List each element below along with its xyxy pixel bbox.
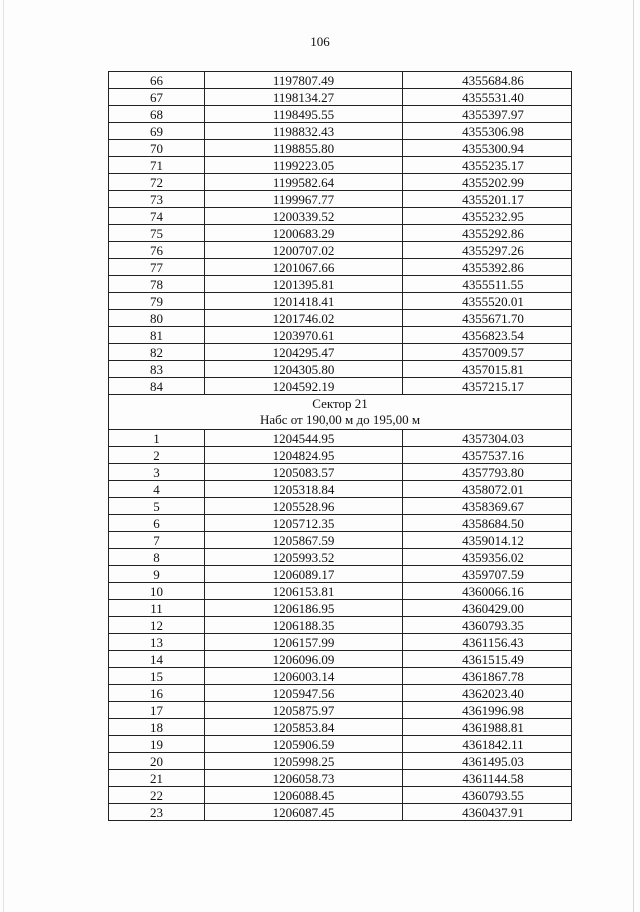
y-coordinate-cell: 4357304.03 [403, 430, 572, 447]
y-coordinate-cell: 4357009.57 [403, 344, 572, 361]
x-coordinate-cell: 1205947.56 [205, 685, 403, 702]
x-coordinate-cell: 1200683.29 [205, 225, 403, 242]
y-coordinate-cell: 4361842.11 [403, 736, 572, 753]
point-number-cell: 16 [109, 685, 205, 702]
y-coordinate-cell: 4359014.12 [403, 532, 572, 549]
y-coordinate-cell: 4355306.98 [403, 123, 572, 140]
point-number-cell: 12 [109, 617, 205, 634]
y-coordinate-cell: 4357215.17 [403, 378, 572, 395]
point-number-cell: 5 [109, 498, 205, 515]
x-coordinate-cell: 1199223.05 [205, 157, 403, 174]
x-coordinate-cell: 1205906.59 [205, 736, 403, 753]
table-row [109, 736, 572, 753]
point-number-cell: 7 [109, 532, 205, 549]
point-number-cell: 14 [109, 651, 205, 668]
x-coordinate-cell: 1205083.57 [205, 464, 403, 481]
y-coordinate-cell: 4358684.50 [403, 515, 572, 532]
y-coordinate-cell: 4358072.01 [403, 481, 572, 498]
y-coordinate-cell: 4357537.16 [403, 447, 572, 464]
x-coordinate-cell: 1204824.95 [205, 447, 403, 464]
y-coordinate-cell: 4355202.99 [403, 174, 572, 191]
table-row [109, 174, 572, 191]
point-number-cell: 71 [109, 157, 205, 174]
table-row [109, 225, 572, 242]
x-coordinate-cell: 1206096.09 [205, 651, 403, 668]
y-coordinate-cell: 4355671.70 [403, 310, 572, 327]
point-number-cell: 23 [109, 804, 205, 821]
point-number-cell: 74 [109, 208, 205, 225]
x-coordinate-cell: 1205528.96 [205, 498, 403, 515]
x-coordinate-cell: 1206088.45 [205, 787, 403, 804]
x-coordinate-cell: 1201067.66 [205, 259, 403, 276]
table-row [109, 804, 572, 821]
x-coordinate-cell: 1201418.41 [205, 293, 403, 310]
y-coordinate-cell: 4355235.17 [403, 157, 572, 174]
table-row [109, 327, 572, 344]
point-number-cell: 83 [109, 361, 205, 378]
table-row [109, 242, 572, 259]
table-row [109, 532, 572, 549]
table-row [109, 106, 572, 123]
point-number-cell: 13 [109, 634, 205, 651]
x-coordinate-cell: 1205867.59 [205, 532, 403, 549]
y-coordinate-cell: 4355397.97 [403, 106, 572, 123]
point-number-cell: 81 [109, 327, 205, 344]
x-coordinate-cell: 1206003.14 [205, 668, 403, 685]
table-row [109, 378, 572, 395]
x-coordinate-cell: 1198495.55 [205, 106, 403, 123]
point-number-cell: 4 [109, 481, 205, 498]
x-coordinate-cell: 1204544.95 [205, 430, 403, 447]
x-coordinate-cell: 1198855.80 [205, 140, 403, 157]
table-row [109, 72, 572, 89]
x-coordinate-cell: 1205998.25 [205, 753, 403, 770]
y-coordinate-cell: 4360429.00 [403, 600, 572, 617]
table-row [109, 344, 572, 361]
table-row [109, 668, 572, 685]
table-row [109, 464, 572, 481]
point-number-cell: 78 [109, 276, 205, 293]
point-number-cell: 72 [109, 174, 205, 191]
y-coordinate-cell: 4361144.58 [403, 770, 572, 787]
point-number-cell: 76 [109, 242, 205, 259]
point-number-cell: 9 [109, 566, 205, 583]
table-row [109, 361, 572, 378]
x-coordinate-cell: 1199967.77 [205, 191, 403, 208]
page-number: 106 [310, 34, 330, 49]
table-row [109, 787, 572, 804]
point-number-cell: 70 [109, 140, 205, 157]
x-coordinate-cell: 1204592.19 [205, 378, 403, 395]
x-coordinate-cell: 1206089.17 [205, 566, 403, 583]
table-row [109, 515, 572, 532]
x-coordinate-cell: 1197807.49 [205, 72, 403, 89]
y-coordinate-cell: 4357015.81 [403, 361, 572, 378]
x-coordinate-cell: 1206188.35 [205, 617, 403, 634]
x-coordinate-cell: 1206058.73 [205, 770, 403, 787]
y-coordinate-cell: 4360437.91 [403, 804, 572, 821]
point-number-cell: 17 [109, 702, 205, 719]
x-coordinate-cell: 1204305.80 [205, 361, 403, 378]
y-coordinate-cell: 4355201.17 [403, 191, 572, 208]
point-number-cell: 75 [109, 225, 205, 242]
section-subtitle: Набс от 190,00 м до 195,00 м [259, 412, 421, 427]
table-row [109, 498, 572, 515]
table-row [109, 481, 572, 498]
table-row [109, 140, 572, 157]
table-row [109, 634, 572, 651]
point-number-cell: 77 [109, 259, 205, 276]
y-coordinate-cell: 4361867.78 [403, 668, 572, 685]
table-row [109, 191, 572, 208]
scan-edge-right [633, 0, 634, 912]
table-row [109, 651, 572, 668]
table-row [109, 770, 572, 787]
y-coordinate-cell: 4362023.40 [403, 685, 572, 702]
y-coordinate-cell: 4359356.02 [403, 549, 572, 566]
y-coordinate-cell: 4360793.55 [403, 787, 572, 804]
table-row [109, 123, 572, 140]
table-row [109, 583, 572, 600]
section-header-group [109, 395, 572, 430]
x-coordinate-cell: 1205853.84 [205, 719, 403, 736]
y-coordinate-cell: 4355684.86 [403, 72, 572, 89]
point-number-cell: 8 [109, 549, 205, 566]
y-coordinate-cell: 4361996.98 [403, 702, 572, 719]
x-coordinate-cell: 1201395.81 [205, 276, 403, 293]
table-row [109, 276, 572, 293]
y-coordinate-cell: 4355520.01 [403, 293, 572, 310]
point-number-cell: 69 [109, 123, 205, 140]
table-row [109, 753, 572, 770]
x-coordinate-cell: 1205875.97 [205, 702, 403, 719]
point-number-cell: 21 [109, 770, 205, 787]
coordinates-table [108, 71, 572, 821]
y-coordinate-cell: 4357793.80 [403, 464, 572, 481]
point-number-cell: 2 [109, 447, 205, 464]
y-coordinate-cell: 4355300.94 [403, 140, 572, 157]
table-row [109, 719, 572, 736]
table-row [109, 685, 572, 702]
x-coordinate-cell: 1198832.43 [205, 123, 403, 140]
point-number-cell: 79 [109, 293, 205, 310]
y-coordinate-cell: 4361515.49 [403, 651, 572, 668]
x-coordinate-cell: 1200339.52 [205, 208, 403, 225]
x-coordinate-cell: 1201746.02 [205, 310, 403, 327]
y-coordinate-cell: 4359707.59 [403, 566, 572, 583]
x-coordinate-cell: 1205712.35 [205, 515, 403, 532]
point-number-cell: 22 [109, 787, 205, 804]
point-number-cell: 20 [109, 753, 205, 770]
point-number-cell: 3 [109, 464, 205, 481]
point-number-cell: 1 [109, 430, 205, 447]
point-number-cell: 66 [109, 72, 205, 89]
table-row [109, 549, 572, 566]
table-row [109, 293, 572, 310]
table-row [109, 617, 572, 634]
x-coordinate-cell: 1200707.02 [205, 242, 403, 259]
table-row [109, 702, 572, 719]
y-coordinate-cell: 4360793.35 [403, 617, 572, 634]
scan-edge-left [3, 0, 4, 912]
point-number-cell: 68 [109, 106, 205, 123]
table-row [109, 566, 572, 583]
x-coordinate-cell: 1205318.84 [205, 481, 403, 498]
y-coordinate-cell: 4356823.54 [403, 327, 572, 344]
point-number-cell: 18 [109, 719, 205, 736]
x-coordinate-cell: 1206157.99 [205, 634, 403, 651]
point-number-cell: 19 [109, 736, 205, 753]
point-number-cell: 15 [109, 668, 205, 685]
y-coordinate-cell: 4358369.67 [403, 498, 572, 515]
point-number-cell: 82 [109, 344, 205, 361]
section-header-row [109, 395, 572, 430]
table-body-bottom [109, 430, 572, 821]
y-coordinate-cell: 4355232.95 [403, 208, 572, 225]
table-row [109, 157, 572, 174]
x-coordinate-cell: 1206186.95 [205, 600, 403, 617]
y-coordinate-cell: 4355392.86 [403, 259, 572, 276]
table-row [109, 430, 572, 447]
point-number-cell: 67 [109, 89, 205, 106]
point-number-cell: 73 [109, 191, 205, 208]
x-coordinate-cell: 1205993.52 [205, 549, 403, 566]
x-coordinate-cell: 1204295.47 [205, 344, 403, 361]
section-title: Сектор 21 [312, 396, 368, 411]
table-row [109, 447, 572, 464]
x-coordinate-cell: 1198134.27 [205, 89, 403, 106]
y-coordinate-cell: 4361156.43 [403, 634, 572, 651]
x-coordinate-cell: 1206153.81 [205, 583, 403, 600]
x-coordinate-cell: 1206087.45 [205, 804, 403, 821]
section-header-cell [109, 395, 572, 430]
point-number-cell: 11 [109, 600, 205, 617]
y-coordinate-cell: 4355531.40 [403, 89, 572, 106]
table-row [109, 600, 572, 617]
y-coordinate-cell: 4355511.55 [403, 276, 572, 293]
point-number-cell: 80 [109, 310, 205, 327]
y-coordinate-cell: 4361988.81 [403, 719, 572, 736]
point-number-cell: 10 [109, 583, 205, 600]
table-row [109, 259, 572, 276]
point-number-cell: 6 [109, 515, 205, 532]
y-coordinate-cell: 4355297.26 [403, 242, 572, 259]
y-coordinate-cell: 4361495.03 [403, 753, 572, 770]
x-coordinate-cell: 1203970.61 [205, 327, 403, 344]
y-coordinate-cell: 4360066.16 [403, 583, 572, 600]
y-coordinate-cell: 4355292.86 [403, 225, 572, 242]
table-body-top [109, 72, 572, 395]
table-row [109, 89, 572, 106]
x-coordinate-cell: 1199582.64 [205, 174, 403, 191]
table-row [109, 208, 572, 225]
point-number-cell: 84 [109, 378, 205, 395]
table-row [109, 310, 572, 327]
